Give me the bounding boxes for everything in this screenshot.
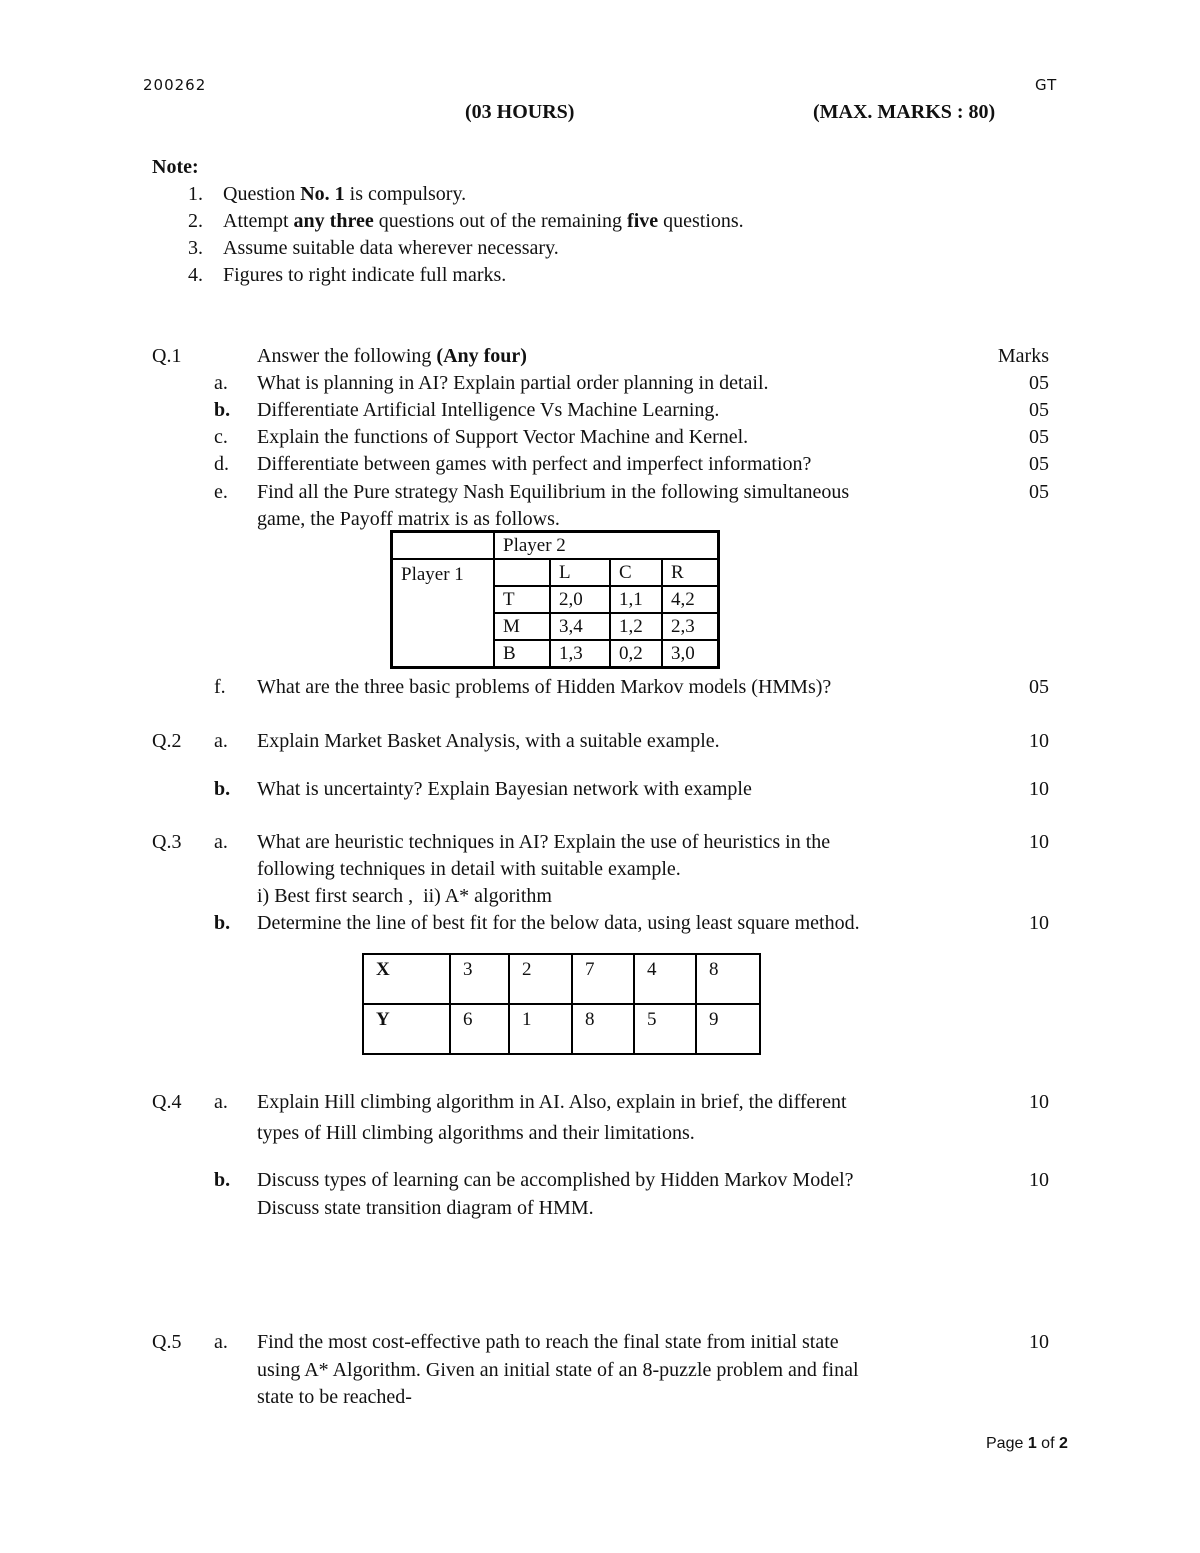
q2-item-b: b. What is uncertainty? Explain Bayesian network with example 10: [214, 778, 1049, 800]
paper-tag: GT: [1035, 76, 1058, 94]
player1-header: Player 1: [392, 559, 495, 668]
question-number: Q.3: [152, 831, 182, 853]
q3-item-a-line3: i) Best first search , ii) A* algorithm: [257, 885, 552, 907]
q1-heading: Q.1 Answer the following (Any four) Marks: [152, 345, 1049, 367]
q3-item-a-line2: following techniques in detail with suitable example.: [257, 858, 681, 880]
player2-header: Player 2: [494, 532, 719, 560]
col-header: R: [662, 559, 719, 586]
y-row: Y 6 1 8 5 9: [363, 1004, 760, 1054]
note-label: Note:: [152, 156, 199, 178]
exam-duration: (03 HOURS): [465, 101, 575, 123]
payoff-row: T 2,0 1,1 4,2: [392, 586, 719, 613]
note-item: 4. Figures to right indicate full marks.: [188, 264, 507, 286]
q5-item-a-line3: state to be reached-: [257, 1386, 412, 1408]
payoff-matrix: [390, 530, 720, 669]
q1-item-d: d. Differentiate between games with perfect and imperfect information? 05: [214, 453, 1049, 475]
question-number: Q.4: [152, 1091, 182, 1113]
payoff-row: M 3,4 1,2 2,3: [392, 613, 719, 640]
note-item: 1. Question No. 1 is compulsory.: [188, 183, 467, 205]
q4-item-a: Q.4 a. Explain Hill climbing algorithm in AI. Also, explain in brief, the different 10: [152, 1091, 1049, 1113]
max-marks: (MAX. MARKS : 80): [813, 101, 996, 123]
q2-item-a: Q.2 a. Explain Market Basket Analysis, with a suitable example. 10: [152, 730, 1049, 752]
q1-item-e: e. Find all the Pure strategy Nash Equilibrium in the following simultaneous 05: [214, 481, 1049, 503]
q1-item-e-line2: game, the Payoff matrix is as follows.: [257, 508, 560, 530]
payoff-row: B 1,3 0,2 3,0: [392, 640, 719, 668]
paper-code: 200262: [143, 76, 207, 94]
q3-item-a: Q.3 a. What are heuristic techniques in AI? Explain the use of heuristics in the 10: [152, 831, 1049, 853]
q5-item-a: Q.5 a. Find the most cost-effective path to reach the final state from initial state 10: [152, 1331, 1049, 1353]
question-number: Q.2: [152, 730, 182, 752]
least-square-table: [362, 953, 761, 1055]
marks-heading: Marks: [997, 345, 1049, 367]
q4-item-b-line2: Discuss state transition diagram of HMM.: [257, 1197, 594, 1219]
question-number: Q.1: [152, 345, 182, 367]
q1-item-a: a. What is planning in AI? Explain partial order planning in detail. 05: [214, 372, 1049, 394]
q4-item-a-line2: types of Hill climbing algorithms and their limitations.: [257, 1122, 695, 1144]
q1-item-b: b. Differentiate Artificial Intelligence Vs Machine Learning. 05: [214, 399, 1049, 421]
q1-item-f: f. What are the three basic problems of Hidden Markov models (HMMs)? 05: [214, 676, 1049, 698]
page-number: Page 1 of 2: [986, 1435, 1068, 1452]
q5-item-a-line2: using A* Algorithm. Given an initial state of an 8-puzzle problem and final: [257, 1359, 859, 1381]
question-number: Q.5: [152, 1331, 182, 1353]
q4-item-b: b. Discuss types of learning can be accomplished by Hidden Markov Model? 10: [214, 1169, 1049, 1191]
note-item: 2. Attempt any three questions out of the remaining five questions.: [188, 210, 744, 232]
q1-item-c: c. Explain the functions of Support Vector Machine and Kernel. 05: [214, 426, 1049, 448]
x-row: X 3 2 7 4 8: [363, 954, 760, 1004]
note-item: 3. Assume suitable data wherever necessary.: [188, 237, 559, 259]
col-header: C: [610, 559, 662, 586]
col-header: L: [550, 559, 610, 586]
q3-item-b: b. Determine the line of best fit for the below data, using least square method. 10: [214, 912, 1049, 934]
